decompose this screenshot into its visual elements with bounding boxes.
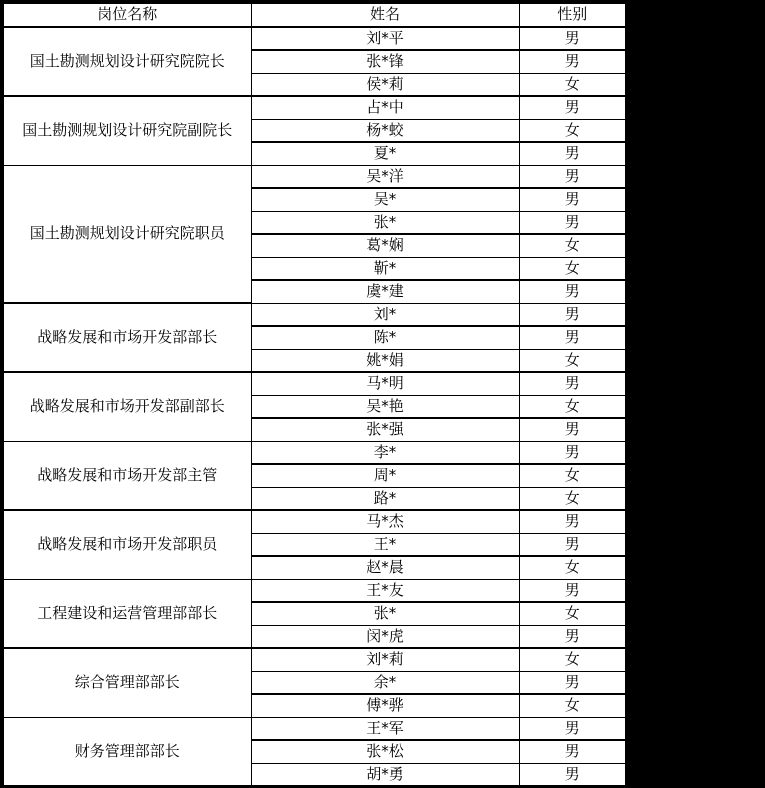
table-row <box>3 717 626 740</box>
name-cell: 闵*虎 <box>251 625 519 648</box>
gender-cell: 男 <box>519 625 626 648</box>
table-row <box>3 441 626 464</box>
gender-cell: 女 <box>519 648 626 671</box>
gender-cell: 女 <box>519 119 626 142</box>
name-cell: 张*锋 <box>251 50 519 73</box>
column-header-gender: 性别 <box>519 3 626 27</box>
name-cell: 马*杰 <box>251 510 519 533</box>
position-cell: 战略发展和市场开发部职员 <box>3 510 251 579</box>
name-cell: 刘*莉 <box>251 648 519 671</box>
position-cell: 国土勘测规划设计研究院职员 <box>3 165 251 303</box>
gender-cell: 男 <box>519 579 626 602</box>
gender-cell: 女 <box>519 694 626 717</box>
position-cell: 财务管理部部长 <box>3 717 251 787</box>
name-cell: 靳* <box>251 257 519 280</box>
name-cell: 侯*莉 <box>251 73 519 96</box>
gender-cell: 男 <box>519 27 626 51</box>
name-cell: 葛*娴 <box>251 234 519 257</box>
name-cell: 张*强 <box>251 418 519 441</box>
table-row <box>3 96 626 119</box>
gender-cell: 男 <box>519 671 626 694</box>
gender-cell: 男 <box>519 280 626 303</box>
gender-cell: 男 <box>519 533 626 556</box>
name-cell: 杨*蛟 <box>251 119 519 142</box>
table-row <box>3 303 626 326</box>
position-cell: 工程建设和运营管理部部长 <box>3 579 251 648</box>
name-cell: 夏* <box>251 142 519 165</box>
name-cell: 余* <box>251 671 519 694</box>
name-cell: 刘*平 <box>251 27 519 51</box>
name-cell: 吴*艳 <box>251 395 519 418</box>
name-cell: 吴*洋 <box>251 165 519 188</box>
position-roster-table <box>2 2 627 788</box>
gender-cell: 男 <box>519 763 626 787</box>
name-cell: 马*明 <box>251 372 519 395</box>
table-row <box>3 27 626 51</box>
header-row <box>3 3 626 27</box>
position-cell: 战略发展和市场开发部主管 <box>3 441 251 510</box>
gender-cell: 男 <box>519 188 626 211</box>
name-cell: 吴* <box>251 188 519 211</box>
name-cell: 占*中 <box>251 96 519 119</box>
name-cell: 张* <box>251 602 519 625</box>
position-cell: 战略发展和市场开发部副部长 <box>3 372 251 441</box>
name-cell: 傅*骅 <box>251 694 519 717</box>
name-cell: 张* <box>251 211 519 234</box>
name-cell: 虞*建 <box>251 280 519 303</box>
gender-cell: 女 <box>519 349 626 372</box>
name-cell: 赵*晨 <box>251 556 519 579</box>
name-cell: 周* <box>251 464 519 487</box>
name-cell: 陈* <box>251 326 519 349</box>
gender-cell: 女 <box>519 257 626 280</box>
position-cell: 国土勘测规划设计研究院院长 <box>3 27 251 97</box>
table-row <box>3 372 626 395</box>
gender-cell: 女 <box>519 487 626 510</box>
position-cell: 战略发展和市场开发部部长 <box>3 303 251 372</box>
position-cell: 综合管理部部长 <box>3 648 251 717</box>
gender-cell: 女 <box>519 234 626 257</box>
gender-cell: 女 <box>519 556 626 579</box>
name-cell: 王* <box>251 533 519 556</box>
name-cell: 张*松 <box>251 740 519 763</box>
gender-cell: 男 <box>519 96 626 119</box>
gender-cell: 男 <box>519 303 626 326</box>
gender-cell: 女 <box>519 395 626 418</box>
gender-cell: 男 <box>519 510 626 533</box>
gender-cell: 男 <box>519 211 626 234</box>
name-cell: 路* <box>251 487 519 510</box>
gender-cell: 男 <box>519 372 626 395</box>
table-header <box>3 3 626 27</box>
position-cell: 国土勘测规划设计研究院副院长 <box>3 96 251 165</box>
column-header-name: 姓名 <box>251 3 519 27</box>
table-row <box>3 165 626 188</box>
roster-table-body <box>3 27 626 787</box>
gender-cell: 男 <box>519 50 626 73</box>
table-row <box>3 579 626 602</box>
table-row <box>3 648 626 671</box>
roster-table-region <box>2 2 627 788</box>
gender-cell: 男 <box>519 142 626 165</box>
gender-cell: 男 <box>519 740 626 763</box>
name-cell: 胡*勇 <box>251 763 519 787</box>
name-cell: 王*友 <box>251 579 519 602</box>
name-cell: 姚*娟 <box>251 349 519 372</box>
gender-cell: 女 <box>519 602 626 625</box>
column-header-position: 岗位名称 <box>3 3 251 27</box>
name-cell: 王*军 <box>251 717 519 740</box>
gender-cell: 男 <box>519 441 626 464</box>
table-row <box>3 510 626 533</box>
gender-cell: 男 <box>519 418 626 441</box>
gender-cell: 男 <box>519 326 626 349</box>
gender-cell: 男 <box>519 165 626 188</box>
name-cell: 刘* <box>251 303 519 326</box>
gender-cell: 女 <box>519 73 626 96</box>
gender-cell: 女 <box>519 464 626 487</box>
name-cell: 李* <box>251 441 519 464</box>
gender-cell: 男 <box>519 717 626 740</box>
